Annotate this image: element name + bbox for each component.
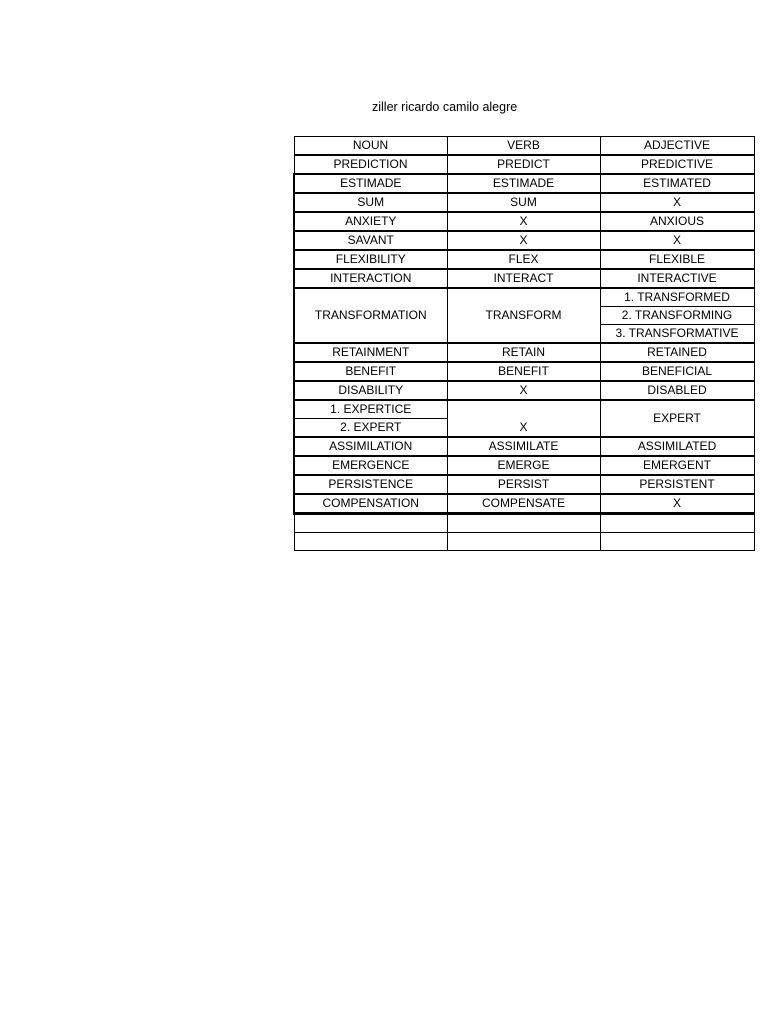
table-row [294,343,754,362]
adjective-cell: X [600,494,754,514]
noun-cell: SUM [294,193,447,212]
table-row [294,456,754,475]
table-row [294,269,754,288]
empty-cell [294,533,447,551]
header-noun: NOUN [294,137,447,156]
adjective-cell: BENEFICIAL [600,362,754,381]
noun-cell: INTERACTION [294,269,447,288]
verb-cell: X [447,212,600,231]
noun-cell: ANXIETY [294,212,447,231]
adjective-cell: PREDICTIVE [600,155,754,174]
noun-cell: PERSISTENCE [294,475,447,494]
verb-cell: EMERGE [447,456,600,475]
adjective-cell: RETAINED [600,343,754,362]
verb-cell: FLEX [447,250,600,269]
adjective-cell: X [600,231,754,250]
table-row [294,174,754,193]
empty-cell [600,533,754,551]
noun-cell: ASSIMILATION [294,437,447,456]
verb-cell: SUM [447,193,600,212]
adjective-cell: 3. TRANSFORMATIVE [600,325,754,344]
noun-cell: SAVANT [294,231,447,250]
noun-cell: 2. EXPERT [294,419,447,438]
adjective-cell: EXPERT [600,400,754,437]
verb-cell: X [447,381,600,400]
verb-cell: PREDICT [447,155,600,174]
empty-table-row [294,533,754,551]
adjective-cell: ESTIMATED [600,174,754,193]
verb-cell: RETAIN [447,343,600,362]
verb-cell: INTERACT [447,269,600,288]
table-row [294,362,754,381]
header-verb: VERB [447,137,600,156]
table-row [294,437,754,456]
noun-cell: 1. EXPERTICE [294,400,447,419]
empty-cell [447,514,600,533]
adjective-cell: FLEXIBLE [600,250,754,269]
adjective-cell: 2. TRANSFORMING [600,307,754,325]
header-adjective: ADJECTIVE [600,137,754,156]
table-row [294,381,754,400]
empty-table-row [294,514,754,533]
adjective-cell: EMERGENT [600,456,754,475]
table-row [294,212,754,231]
noun-cell: FLEXIBILITY [294,250,447,269]
verb-cell: ASSIMILATE [447,437,600,456]
noun-cell: EMERGENCE [294,456,447,475]
table-header-row [294,137,754,156]
table-row [294,494,754,514]
verb-cell: ESTIMADE [447,174,600,193]
table-row [294,288,754,307]
table-row [294,155,754,174]
noun-cell: TRANSFORMATION [294,288,447,343]
adjective-cell: INTERACTIVE [600,269,754,288]
adjective-cell: 1. TRANSFORMED [600,288,754,307]
verb-cell: PERSIST [447,475,600,494]
noun-cell: PREDICTION [294,155,447,174]
noun-cell: RETAINMENT [294,343,447,362]
empty-cell [294,514,447,533]
author-name: ziller ricardo camilo alegre [372,100,518,114]
word-forms-table-viewport [293,136,739,538]
verb-cell: BENEFIT [447,362,600,381]
noun-cell: ESTIMADE [294,174,447,193]
adjective-cell: PERSISTENT [600,475,754,494]
verb-cell: X [447,231,600,250]
adjective-cell: ASSIMILATED [600,437,754,456]
table-row [294,250,754,269]
table-row [294,475,754,494]
verb-cell: COMPENSATE [447,494,600,514]
word-forms-table [293,136,755,551]
noun-cell: DISABILITY [294,381,447,400]
empty-cell [447,533,600,551]
noun-cell: COMPENSATION [294,494,447,514]
verb-cell: TRANSFORM [447,288,600,343]
adjective-cell: X [600,193,754,212]
noun-cell: BENEFIT [294,362,447,381]
empty-cell [600,514,754,533]
adjective-cell: DISABLED [600,381,754,400]
table-row [294,193,754,212]
adjective-cell: ANXIOUS [600,212,754,231]
table-row [294,231,754,250]
verb-cell: X [447,400,600,437]
table-row [294,400,754,419]
